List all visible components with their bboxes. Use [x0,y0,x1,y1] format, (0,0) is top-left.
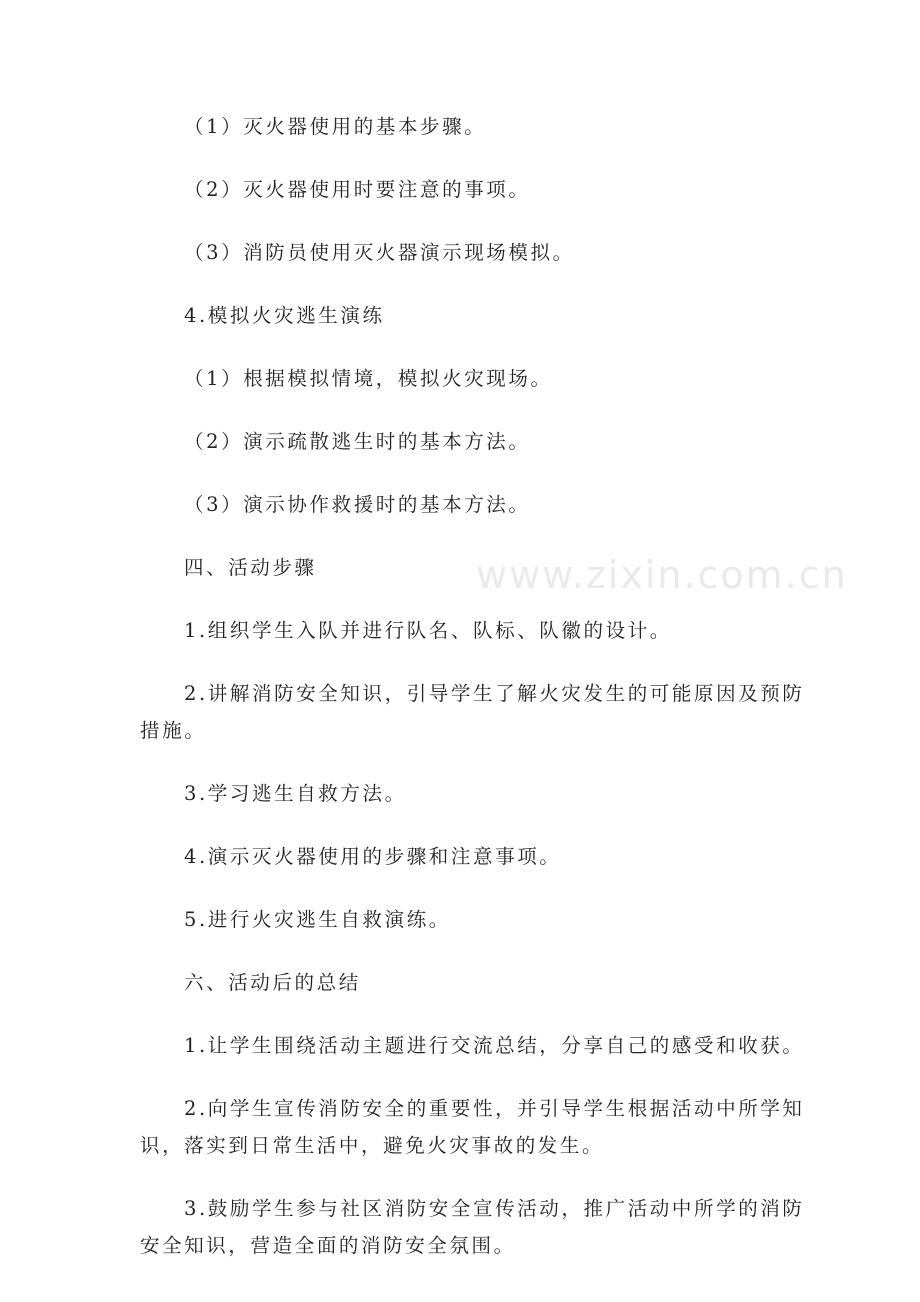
paragraph-10: 2.讲解消防安全知识，引导学生了解火灾发生的可能原因及预防措施。 [140,682,805,742]
paragraph-17: 3.鼓励学生参与社区消防安全宣传活动，推广活动中所学的消防安全知识，营造全面的消防安全氛围。 [140,1197,805,1257]
paragraph-1: （1）灭火器使用的基本步骤。 [184,115,487,138]
section-heading-steps: 四、活动步骤 [184,556,317,579]
paragraph-12: 4.演示灭火器使用的步骤和注意事项。 [184,845,562,868]
section-heading-summary: 六、活动后的总结 [184,971,361,994]
watermark: www.zixin.com.cn [476,553,848,597]
paragraph-7: （3）演示协作救援时的基本方法。 [184,493,531,516]
paragraph-9: 1.组织学生入队并进行队名、队标、队徽的设计。 [184,619,672,642]
paragraph-16: 2.向学生宣传消防安全的重要性，并引导学生根据活动中所学知识，落实到日常生活中，避免火灾事故的发生。 [140,1097,805,1157]
section-heading-drill: 4.模拟火灾逃生演练 [184,304,385,327]
paragraph-6: （2）演示疏散逃生时的基本方法。 [184,430,531,453]
paragraph-11: 3.学习逃生自救方法。 [184,782,407,805]
paragraph-2: （2）灭火器使用时要注意的事项。 [184,178,531,201]
document-body [140,108,820,1290]
paragraph-13: 5.进行火灾逃生自救演练。 [184,908,451,931]
paragraph-5: （1）根据模拟情境，模拟火灾现场。 [184,367,553,390]
paragraph-15: 1.让学生围绕活动主题进行交流总结，分享自己的感受和收获。 [184,1034,805,1057]
paragraph-3: （3）消防员使用灭火器演示现场模拟。 [184,241,575,264]
